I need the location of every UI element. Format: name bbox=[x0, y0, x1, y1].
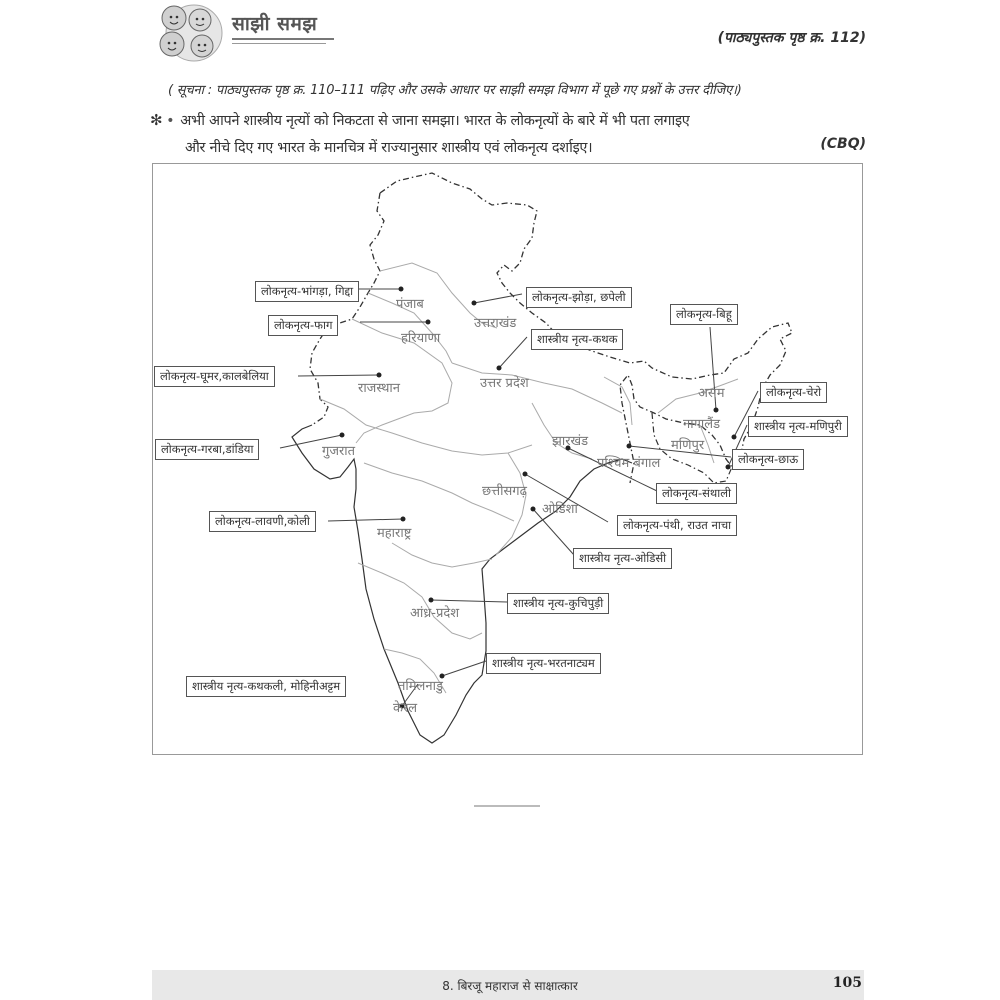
children-faces-logo-icon bbox=[152, 2, 230, 64]
label-nagaland-dance: लोकनृत्य-चेरो bbox=[760, 382, 827, 403]
label-kerala-dance: शास्त्रीय नृत्य-कथकली, मोहिनीअट्टम bbox=[186, 676, 346, 697]
state-uttar-pradesh: उत्तर प्रदेश bbox=[480, 376, 529, 391]
state-odisha: ओडिशा bbox=[542, 502, 578, 517]
state-nagaland: नागालैंड bbox=[683, 417, 721, 432]
label-chhattisgarh-dance: लोकनृत्य-पंथी, राउत नाचा bbox=[617, 515, 737, 536]
state-jharkhand: झारखंड bbox=[552, 434, 589, 449]
state-tamil-nadu: तमिलनाडु bbox=[398, 679, 443, 694]
label-uttar-pradesh-dance: शास्त्रीय नृत्य-कथक bbox=[531, 329, 623, 350]
title-underline-secondary bbox=[232, 43, 326, 44]
label-andhra-dance: शास्त्रीय नृत्य-कुचिपुड़ी bbox=[507, 593, 609, 614]
label-haryana-dance: लोकनृत्य-फाग bbox=[268, 315, 338, 336]
cbq-tag: (CBQ) bbox=[820, 136, 866, 152]
task-line-1 bbox=[150, 110, 870, 130]
label-maharashtra-dance: लोकनृत्य-लावणी,कोली bbox=[209, 511, 316, 532]
label-assam-dance: लोकनृत्य-बिहू bbox=[670, 304, 738, 325]
label-odisha-dance: शास्त्रीय नृत्य-ओडिसी bbox=[573, 548, 672, 569]
state-rajasthan: राजस्थान bbox=[358, 381, 401, 396]
label-west-bengal-dance: लोकनृत्य-छाऊ bbox=[732, 449, 804, 470]
state-gujarat: गुजरात bbox=[322, 444, 356, 459]
state-kerala: केरल bbox=[393, 701, 418, 716]
notice-text: ( सूचना : पाठ्यपुस्तक पृष्ठ क्र. 110–111 पढ़िए और उसके आधार पर साझी समझ विभाग में पूछे गए प्रश्नों के उत्तर दीजिए।) bbox=[168, 83, 742, 98]
label-rajasthan-dance: लोकनृत्य-घूमर,कालबेलिया bbox=[154, 366, 275, 387]
label-uttarakhand-dance: लोकनृत्य-झोड़ा, छपेली bbox=[526, 287, 632, 308]
state-maharashtra: महाराष्ट्र bbox=[377, 526, 412, 541]
section-title: साझी समझ bbox=[232, 13, 318, 35]
label-gujarat-dance: लोकनृत्य-गरबा,डांडिया bbox=[155, 439, 259, 460]
state-uttarakhand: उत्तराखंड bbox=[474, 316, 517, 331]
page-reference: (पाठ्यपुस्तक पृष्ठ क्र. 112) bbox=[717, 30, 866, 46]
page-number: 105 bbox=[832, 975, 862, 991]
title-underline bbox=[232, 38, 334, 40]
label-tamilnadu-dance: शास्त्रीय नृत्य-भरतनाट्यम bbox=[486, 653, 601, 674]
state-punjab: पंजाब bbox=[396, 297, 424, 312]
state-assam: असम bbox=[698, 386, 725, 401]
label-punjab-dance: लोकनृत्य-भांगड़ा, गिद्दा bbox=[255, 281, 359, 302]
state-haryana: हरियाणा bbox=[401, 331, 441, 346]
task-line-2: और नीचे दिए गए भारत के मानचित्र में राज्यानुसार शास्त्रीय एवं लोकनृत्य दर्शाइए। bbox=[185, 140, 593, 156]
star-icon: ✻ bbox=[150, 111, 163, 129]
state-chhattisgarh: छत्तीसगढ़ bbox=[482, 484, 527, 499]
section-divider bbox=[474, 805, 540, 807]
footer-chapter-title: 8. बिरजू महाराज से साक्षात्कार bbox=[442, 979, 578, 993]
task-text-1: अभी आपने शास्त्रीय नृत्यों को निकटता से जाना समझा। भारत के लोकनृत्यों के बारे में भी पता लगाइए bbox=[180, 113, 690, 129]
state-west-bengal: पश्चिम बंगाल bbox=[597, 456, 661, 471]
state-manipur: मणिपुर bbox=[671, 438, 705, 453]
bullet-icon: • bbox=[166, 113, 175, 129]
label-jharkhand-dance: लोकनृत्य-संथाली bbox=[656, 483, 737, 504]
label-manipur-dance: शास्त्रीय नृत्य-मणिपुरी bbox=[748, 416, 848, 437]
state-andhra-pradesh: आंध्र-प्रदेश bbox=[410, 606, 460, 621]
